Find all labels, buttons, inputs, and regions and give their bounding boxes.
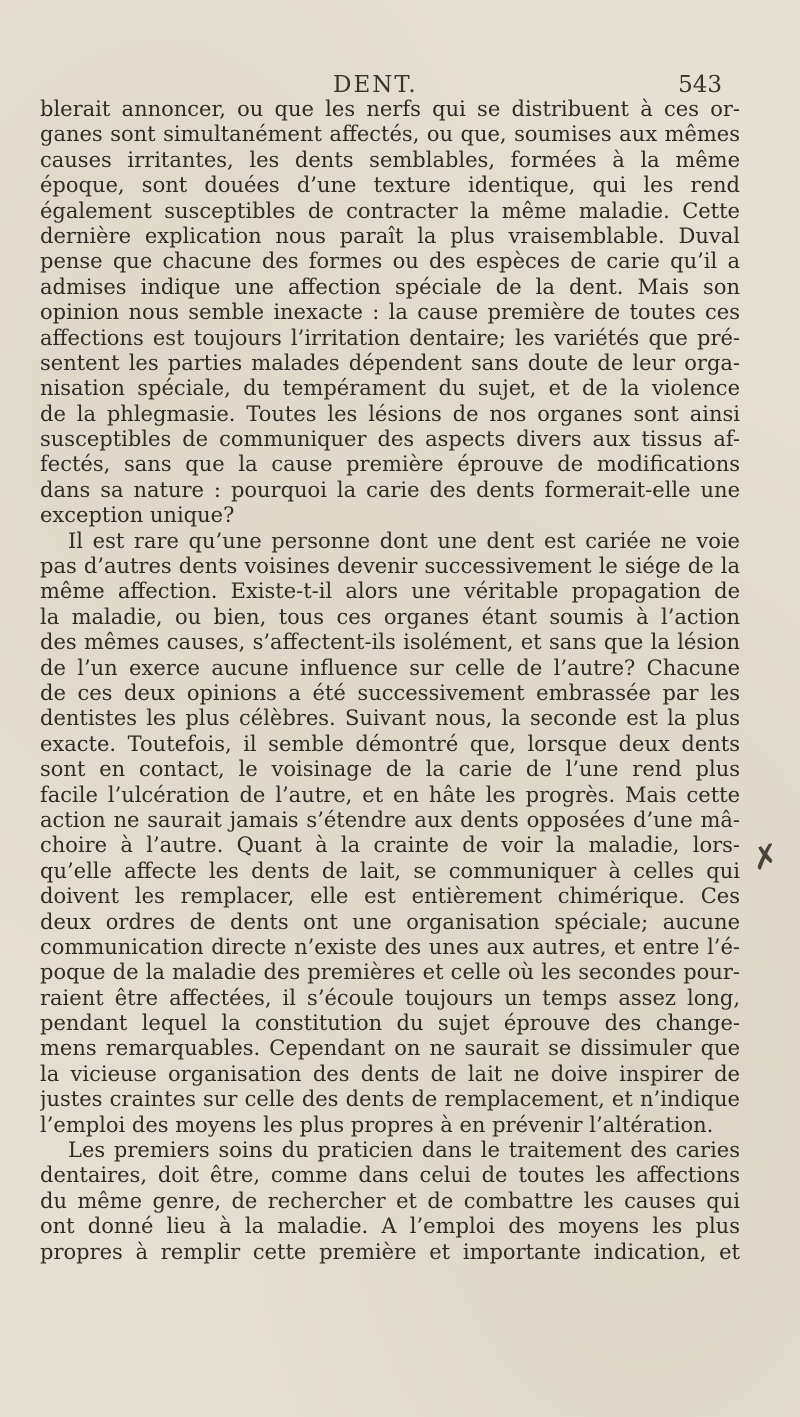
text-line: communication directe n’existe des unes aux autres, et entre l’é- (40, 934, 740, 959)
text-line: facile l’ulcération de l’autre, et en hâte les progrès. Mais cette (40, 782, 740, 807)
text-line: propres à remplir cette première et importante indication, et (40, 1239, 740, 1264)
text-line: opinion nous semble inexacte : la cause première de toutes ces (40, 300, 740, 325)
text-line: la maladie, ou bien, tous ces organes étant soumis à l’action (40, 604, 740, 629)
text-line: du même genre, de rechercher et de combattre les causes qui (40, 1188, 740, 1213)
text-line: causes irritantes, les dents semblables, formées à la même (40, 147, 740, 172)
text-line: dans sa nature : pourquoi la carie des dents formerait-elle une (40, 477, 740, 502)
text-line: poque de la maladie des premières et celle où les secondes pour- (40, 960, 740, 985)
text-line: doivent les remplacer, elle est entièrement chimérique. Ces (40, 884, 740, 909)
text-line: sont en contact, le voisinage de la carie de l’une rend plus (40, 757, 740, 782)
text-line: dernière explication nous paraît la plus vraisemblable. Duval (40, 223, 740, 248)
text-line: également susceptibles de contracter la même maladie. Cette (40, 198, 740, 223)
body-text (40, 97, 740, 1265)
text-line: exacte. Toutefois, il semble démontré que, lorsque deux dents (40, 731, 740, 756)
text-line: justes craintes sur celle des dents de remplacement, et n’indique (40, 1087, 740, 1112)
text-line: action ne saurait jamais s’étendre aux dents opposées d’une mâ- (40, 807, 740, 832)
text-line: blerait annoncer, ou que les nerfs qui se distribuent à ces or- (40, 97, 740, 121)
text-line: époque, sont douées d’une texture identique, qui les rend (40, 173, 740, 198)
paragraph-start-line: Les premiers soins du praticien dans le traitement des caries (68, 1138, 740, 1163)
text-line: pendant lequel la constitution du sujet éprouve des change- (40, 1011, 740, 1036)
paragraph-start-line: Il est rare qu’une personne dont une dent est cariée ne voie (68, 528, 740, 553)
text-line: fectés, sans que la cause première éprouve de modifications (40, 452, 740, 477)
text-line: sentent les parties malades dépendent sans doute de leur orga- (40, 350, 740, 375)
text-line: ont donné lieu à la maladie. A l’emploi des moyens les plus (40, 1214, 740, 1239)
text-line: qu’elle affecte les dents de lait, se communiquer à celles qui (40, 858, 740, 883)
text-line: susceptibles de communiquer des aspects divers aux tissus af- (40, 427, 740, 452)
text-line: la vicieuse organisation des dents de lait ne doive inspirer de (40, 1061, 740, 1086)
text-line: affections est toujours l’irritation dentaire; les variétés que pré- (40, 325, 740, 350)
paragraph-end-line: exception unique? (40, 503, 235, 528)
text-line: mens remarquables. Cependant on ne saurait se dissimuler que (40, 1036, 740, 1061)
text-line: nisation spéciale, du tempérament du sujet, et de la violence (40, 376, 740, 401)
text-line: choire à l’autre. Quant à la crainte de voir la maladie, lors- (40, 833, 740, 858)
handwritten-margin-mark: ✗ (748, 835, 783, 879)
text-line: raient être affectées, il s’écoule toujours un temps assez long, (40, 985, 740, 1010)
page-number: 543 (678, 72, 722, 98)
text-line: ganes sont simultanément affectés, ou que, soumises aux mêmes (40, 122, 740, 147)
text-line: pas d’autres dents voisines devenir successivement le siége de la (40, 554, 740, 579)
text-line: pense que chacune des formes ou des espèces de carie qu’il a (40, 249, 740, 274)
paragraph-end-line: l’emploi des moyens les plus propres à en prévenir l’altération. (40, 1112, 714, 1137)
text-line: des mêmes causes, s’affectent-ils isolément, et sans que la lésion (40, 630, 740, 655)
text-line: de ces deux opinions a été successivement embrassée par les (40, 680, 740, 705)
text-line: même affection. Existe-t-il alors une véritable propagation de (40, 579, 740, 604)
running-head: DENT. (333, 72, 418, 98)
text-line: dentistes les plus célèbres. Suivant nous, la seconde est la plus (40, 706, 740, 731)
text-line: de l’un exerce aucune influence sur celle de l’autre? Chacune (40, 655, 740, 680)
text-line: deux ordres de dents ont une organisation spéciale; aucune (40, 909, 740, 934)
text-line: admises indique une affection spéciale de la dent. Mais son (40, 274, 740, 299)
text-line: dentaires, doit être, comme dans celui de toutes les affections (40, 1163, 740, 1188)
text-line: de la phlegmasie. Toutes les lésions de nos organes sont ainsi (40, 401, 740, 426)
